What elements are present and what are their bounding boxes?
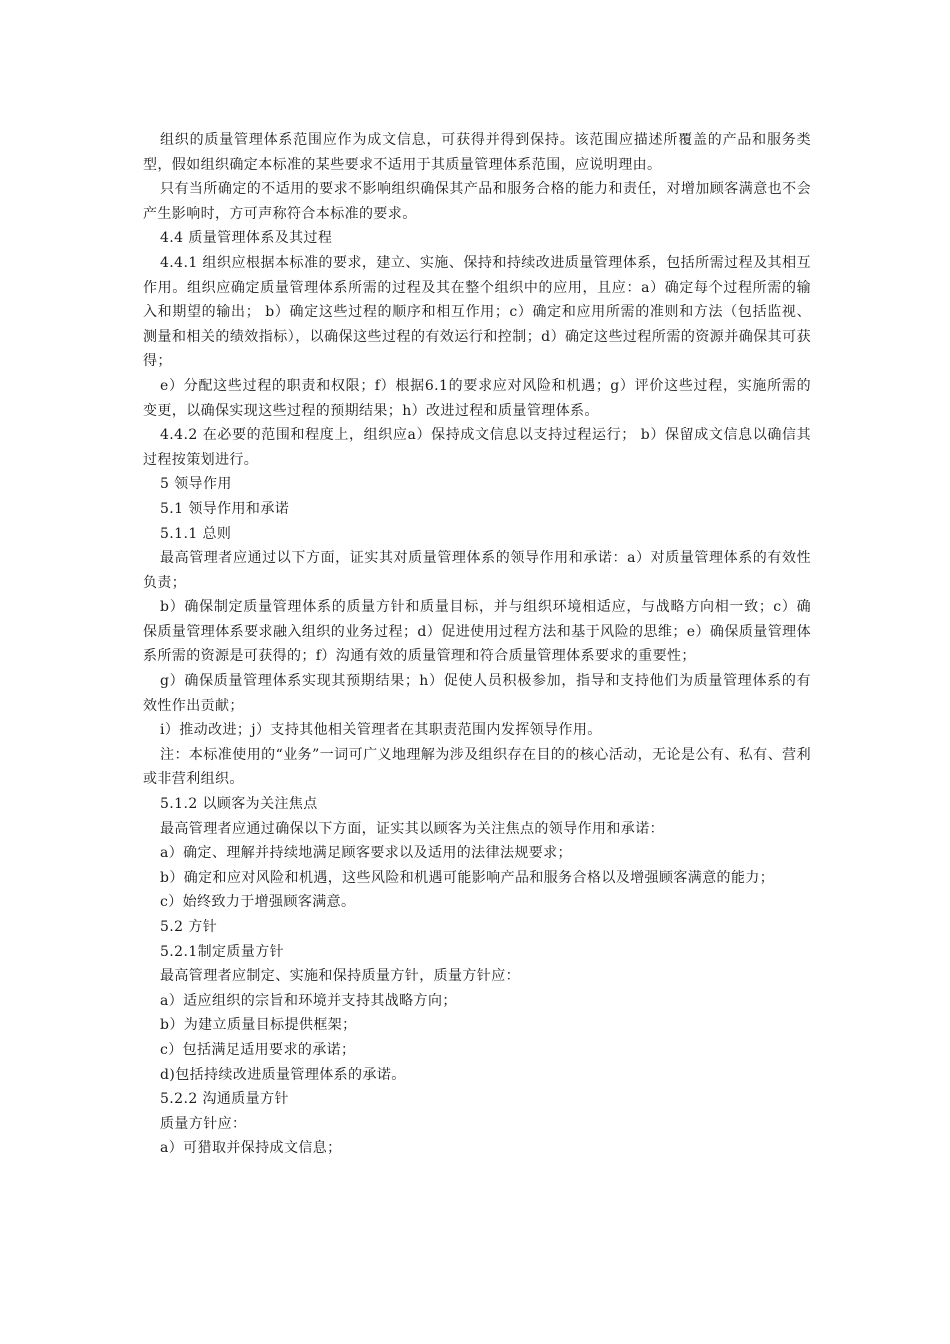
section-heading-5-1-1: 5.1.1 总则	[160, 525, 232, 542]
paragraph-conformity-claim: 只有当所确定的不适用的要求不影响组织确保其产品和服务合格的能力和责任，对增加顾客满意也不会产生影响时，方可声称符合本标准的要求。	[143, 181, 811, 222]
list-item-5-2-1-d: d)包括持续改进质量管理体系的承诺。	[160, 1066, 406, 1083]
section-heading-5-1-2: 5.1.2 以顾客为关注焦点	[160, 796, 318, 813]
paragraph-5-1-2-intro: 最高管理者应通过确保以下方面，证实其以顾客为关注焦点的领导作用和承诺：	[160, 820, 664, 837]
section-heading-4-4: 4.4 质量管理体系及其过程	[160, 230, 333, 247]
section-heading-5-2: 5.2 方针	[160, 919, 218, 935]
list-item-5-1-2-c: c）始终致力于增强顾客满意。	[160, 894, 356, 911]
section-heading-5: 5 领导作用	[160, 476, 232, 493]
list-item-5-2-2-a: a）可猎取并保持成文信息；	[160, 1140, 342, 1157]
list-item-5-2-1-b: b）为建立质量目标提供框架；	[160, 1017, 357, 1034]
paragraph-4-4-1-continued: e）分配这些过程的职责和权限；f）根据6.1的要求应对风险和机遇；g）评价这些过程，实施所需的变更，以确保实现这些过程的预期结果；h）改进过程和质量管理体系。	[143, 377, 811, 419]
list-item-5-2-1-a: a）适应组织的宗旨和环境并支持其战略方向；	[160, 992, 457, 1009]
section-heading-5-2-2: 5.2.2 沟通质量方针	[160, 1091, 289, 1108]
section-heading-5-1: 5.1 领导作用和承诺	[160, 500, 290, 517]
paragraph-5-1-1-intro: 最高管理者应通过以下方面，证实其对质量管理体系的领导作用和承诺：a）对质量管理体系的有效性负责；	[143, 550, 811, 591]
paragraph-4-4-2: 4.4.2 在必要的范围和程度上，组织应a）保持成文信息以支持过程运行； b）保留成文信息以确信其过程按策划进行。	[143, 427, 811, 468]
paragraph-4-4-1: 4.4.1 组织应根据本标准的要求，建立、实施、保持和持续改进质量管理体系，包括所需过程及其相互作用。组织应确定质量管理体系所需的过程及其在整个组织中的应用，且应：a）确定每个过程所需的输入和期望的输出； b）确定这些过程的顺序和相互作用；c）确定和应用所需的准则和方法（包括监视、测量和相关的绩效指标），以确保这些过程的有效运行和控制；d）确定这些过程所需的资源并确保其可获得；	[143, 254, 811, 370]
paragraph-5-2-2-intro: 质量方针应：	[160, 1115, 247, 1132]
paragraph-scope-documented-info: 组织的质量管理体系范围应作为成文信息，可获得并得到保持。该范围应描述所覆盖的产品和服务类型，假如组织确定本标准的某些要求不适用于其质量管理体系范围，应说明理由。	[143, 132, 811, 173]
paragraph-5-2-1-intro: 最高管理者应制定、实施和保持质量方针，质量方针应：	[160, 968, 520, 985]
paragraph-note-business: 注：本标准使用的“业务”一词可广义地理解为涉及组织存在目的的核心活动，无论是公有、私有、营利或非营利组织。	[143, 746, 811, 788]
paragraph-5-1-1-items-g-h: g）确保质量管理体系实现其预期结果；h）促使人员积极参加，指导和支持他们为质量管理体系的有效性作出贡献；	[143, 673, 811, 714]
paragraph-5-1-1-items-i-j: i）推动改进；j）支持其他相关管理者在其职责范围内发挥领导作用。	[160, 722, 602, 739]
list-item-5-2-1-c: c）包括满足适用要求的承诺；	[160, 1041, 356, 1058]
document-body	[143, 128, 811, 1161]
list-item-5-1-2-a: a）确定、理解并持续地满足顾客要求以及适用的法律法规要求；	[160, 845, 572, 862]
section-heading-5-2-1: 5.2.1制定质量方针	[160, 943, 285, 960]
paragraph-5-1-1-items-b-f: b）确保制定质量管理体系的质量方针和质量目标，并与组织环境相适应，与战略方向相一致；c）确保质量管理体系要求融入组织的业务过程；d）促进使用过程方法和基于风险的思维；e）确保质量管理体系所需的资源是可获得的；f）沟通有效的质量管理和符合质量管理体系要求的重要性；	[143, 599, 811, 665]
list-item-5-1-2-b: b）确定和应对风险和机遇，这些风险和机遇可能影响产品和服务合格以及增强顾客满意的能力；	[160, 869, 775, 886]
